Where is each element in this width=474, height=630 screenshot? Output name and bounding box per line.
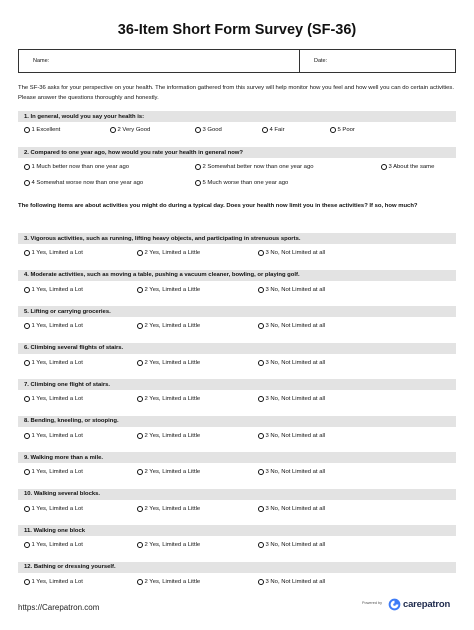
q2-option-5[interactable]: 5 Much worse than one year ago — [195, 180, 288, 186]
q1-option-5[interactable]: 5 Poor — [330, 127, 355, 133]
radio-icon[interactable] — [137, 542, 143, 548]
question-11: 11. Walking one block — [18, 525, 456, 536]
powered-by-label: Powered by — [362, 601, 383, 605]
q7-option-1[interactable]: 1 Yes, Limited a Lot — [24, 396, 83, 402]
q6-option-3[interactable]: 3 No, Not Limited at all — [258, 360, 325, 366]
q3-option-2[interactable]: 2 Yes, Limited a Little — [137, 250, 200, 256]
radio-icon[interactable] — [137, 469, 143, 475]
q2-option-4[interactable]: 4 Somewhat worse now than one year ago — [24, 180, 143, 186]
radio-icon[interactable] — [262, 127, 268, 133]
question-8: 8. Bending, kneeling, or stooping. — [18, 416, 456, 427]
question-6-options — [18, 360, 456, 371]
radio-icon[interactable] — [137, 360, 143, 366]
radio-icon[interactable] — [137, 396, 143, 402]
radio-icon[interactable] — [24, 396, 30, 402]
radio-icon[interactable] — [24, 127, 30, 133]
radio-icon[interactable] — [258, 579, 264, 585]
question-1: 1. In general, would you say your health is: — [18, 111, 456, 122]
q2-option-1[interactable]: 1 Much better now than one year ago — [24, 164, 129, 170]
q10-option-2[interactable]: 2 Yes, Limited a Little — [137, 506, 200, 512]
date-label: Date: — [314, 58, 328, 64]
q1-option-3[interactable]: 3 Good — [195, 127, 222, 133]
brand-logo — [388, 598, 450, 611]
q9-option-1[interactable]: 1 Yes, Limited a Lot — [24, 469, 83, 475]
q3-option-1[interactable]: 1 Yes, Limited a Lot — [24, 250, 83, 256]
q2-option-3[interactable]: 3 About the same — [381, 164, 434, 170]
radio-icon[interactable] — [137, 506, 143, 512]
radio-icon[interactable] — [258, 287, 264, 293]
q11-option-2[interactable]: 2 Yes, Limited a Little — [137, 542, 200, 548]
radio-icon[interactable] — [330, 127, 336, 133]
question-4: 4. Moderate activities, such as moving a table, pushing a vacuum cleaner, bowling, or playing golf. — [18, 270, 456, 281]
q6-option-2[interactable]: 2 Yes, Limited a Little — [137, 360, 200, 366]
radio-icon[interactable] — [258, 396, 264, 402]
activities-intro: The following items are about activities you might do during a typical day. Does your health now limit you in these activities? If so, how much? — [18, 203, 418, 209]
q10-option-1[interactable]: 1 Yes, Limited a Lot — [24, 506, 83, 512]
q7-option-3[interactable]: 3 No, Not Limited at all — [258, 396, 325, 402]
q4-option-3[interactable]: 3 No, Not Limited at all — [258, 287, 325, 293]
radio-icon[interactable] — [110, 127, 116, 133]
question-7: 7. Climbing one flight of stairs. — [18, 379, 456, 390]
radio-icon[interactable] — [258, 250, 264, 256]
intro-text: The SF-36 asks for your perspective on your health. The information gathered from this survey will help monitor how you feel and how well you can do certain activities. Please answer the questions thoroughly and honestly. — [18, 85, 455, 101]
radio-icon[interactable] — [24, 506, 30, 512]
question-3-options — [18, 250, 456, 261]
radio-icon[interactable] — [24, 360, 30, 366]
name-date-box — [18, 49, 456, 73]
radio-icon[interactable] — [195, 127, 201, 133]
question-5-options — [18, 323, 456, 334]
q4-option-1[interactable]: 1 Yes, Limited a Lot — [24, 287, 83, 293]
question-2: 2. Compared to one year ago, how would you rate your health in general now? — [18, 147, 456, 158]
carepatron-logo-icon — [388, 598, 401, 611]
radio-icon[interactable] — [258, 433, 264, 439]
radio-icon[interactable] — [24, 579, 30, 585]
q9-option-3[interactable]: 3 No, Not Limited at all — [258, 469, 325, 475]
radio-icon[interactable] — [137, 323, 143, 329]
question-2-options-row-2 — [18, 180, 456, 191]
radio-icon[interactable] — [258, 542, 264, 548]
q1-option-4[interactable]: 4 Fair — [262, 127, 285, 133]
radio-icon[interactable] — [258, 506, 264, 512]
radio-icon[interactable] — [258, 360, 264, 366]
question-7-options — [18, 396, 456, 407]
q8-option-2[interactable]: 2 Yes, Limited a Little — [137, 433, 200, 439]
q12-option-3[interactable]: 3 No, Not Limited at all — [258, 579, 325, 585]
radio-icon[interactable] — [258, 323, 264, 329]
q8-option-3[interactable]: 3 No, Not Limited at all — [258, 433, 325, 439]
name-label: Name: — [33, 58, 50, 64]
question-1-options — [18, 127, 456, 138]
q11-option-3[interactable]: 3 No, Not Limited at all — [258, 542, 325, 548]
radio-icon[interactable] — [258, 469, 264, 475]
question-2-options-row-1 — [18, 164, 456, 175]
question-9-options — [18, 469, 456, 480]
q11-option-1[interactable]: 1 Yes, Limited a Lot — [24, 542, 83, 548]
question-5: 5. Lifting or carrying groceries. — [18, 306, 456, 317]
q12-option-2[interactable]: 2 Yes, Limited a Little — [137, 579, 200, 585]
q3-option-3[interactable]: 3 No, Not Limited at all — [258, 250, 325, 256]
q7-option-2[interactable]: 2 Yes, Limited a Little — [137, 396, 200, 402]
q2-option-2[interactable]: 2 Somewhat better now than one year ago — [195, 164, 314, 170]
q1-option-2[interactable]: 2 Very Good — [110, 127, 150, 133]
question-6: 6. Climbing several flights of stairs. — [18, 343, 456, 354]
question-12: 12. Bathing or dressing yourself. — [18, 562, 456, 573]
q8-option-1[interactable]: 1 Yes, Limited a Lot — [24, 433, 83, 439]
question-9: 9. Walking more than a mile. — [18, 452, 456, 463]
footer-link[interactable]: https://Carepatron.com — [18, 603, 100, 612]
question-12-options — [18, 579, 456, 590]
radio-icon[interactable] — [24, 287, 30, 293]
q4-option-2[interactable]: 2 Yes, Limited a Little — [137, 287, 200, 293]
question-8-options — [18, 433, 456, 444]
radio-icon[interactable] — [137, 287, 143, 293]
question-10-options — [18, 506, 456, 517]
radio-icon[interactable] — [24, 250, 30, 256]
q6-option-1[interactable]: 1 Yes, Limited a Lot — [24, 360, 83, 366]
question-11-options — [18, 542, 456, 553]
q5-option-2[interactable]: 2 Yes, Limited a Little — [137, 323, 200, 329]
radio-icon[interactable] — [195, 180, 201, 186]
page-title: 36-Item Short Form Survey (SF-36) — [117, 22, 357, 38]
q10-option-3[interactable]: 3 No, Not Limited at all — [258, 506, 325, 512]
q5-option-1[interactable]: 1 Yes, Limited a Lot — [24, 323, 83, 329]
radio-icon[interactable] — [24, 542, 30, 548]
radio-icon[interactable] — [24, 180, 30, 186]
name-field[interactable] — [19, 50, 300, 72]
radio-icon[interactable] — [137, 250, 143, 256]
radio-icon[interactable] — [24, 164, 30, 170]
q5-option-3[interactable]: 3 No, Not Limited at all — [258, 323, 325, 329]
radio-icon[interactable] — [137, 433, 143, 439]
question-4-options — [18, 287, 456, 298]
radio-icon[interactable] — [195, 164, 201, 170]
radio-icon[interactable] — [24, 433, 30, 439]
radio-icon[interactable] — [24, 323, 30, 329]
question-10: 10. Walking several blocks. — [18, 489, 456, 500]
brand-name: carepatron — [403, 599, 451, 610]
radio-icon[interactable] — [24, 469, 30, 475]
q1-option-1[interactable]: 1 Excellent — [24, 127, 60, 133]
radio-icon[interactable] — [381, 164, 387, 170]
radio-icon[interactable] — [137, 579, 143, 585]
q12-option-1[interactable]: 1 Yes, Limited a Lot — [24, 579, 83, 585]
q9-option-2[interactable]: 2 Yes, Limited a Little — [137, 469, 200, 475]
question-3: 3. Vigorous activities, such as running, lifting heavy objects, and participating in strenuous sports. — [18, 233, 456, 244]
date-field[interactable] — [300, 50, 333, 72]
